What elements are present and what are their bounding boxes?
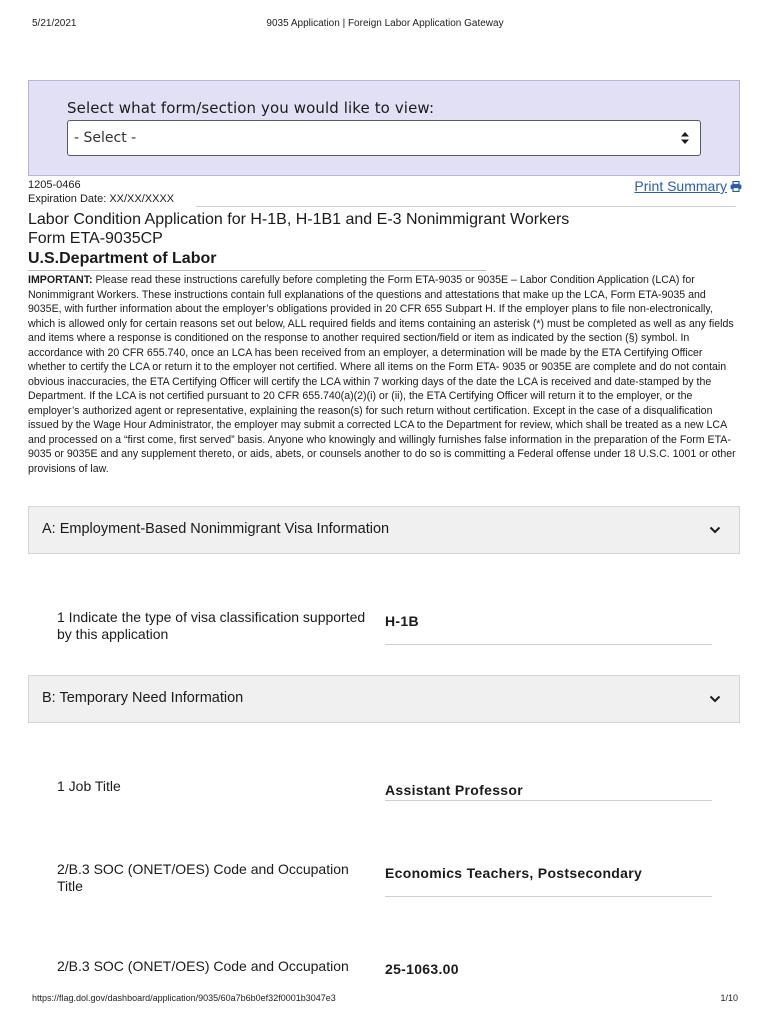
form-section-prompt: Select what form/section you would like to view: <box>67 99 435 117</box>
field-divider <box>385 644 712 645</box>
field-divider <box>385 896 712 897</box>
important-text: Please read these instructions carefully before completing the Form ETA-9035 or 9035E – Labor Condition Application (LCA) for Nonimmigrant Workers. These instructions contain full explanations of the questions and attestations that make up the LCA, Form ETA-9035 and 9035E, with further information about the employer’s obligations provided in 20 CFR 655 Subpart H. If the employer plans to file non-electronically, which is allowed only for certain reasons set out below, ALL required fields and items containing an asterisk (*) must be completed as well as any fields and items where a response is conditioned on the response to another required section/field or item as indicated by the section (§) symbol. In accordance with 20 CFR 655.740, once an LCA has been received from an employer, a determination will be made by the ETA Certifying Officer whether to certify the LCA or return it to the employer not certified. Where all items on the Form ETA- 9035 or 9035E are complete and do not contain obvious inaccuracies, the ETA Certifying Officer will certify the LCA within 7 working days of the date the LCA is received and date-stamped by the Department. If the LCA is not certified pursuant to 20 CFR 655.740(a)(2)(i) or (ii), the ETA Certifying Officer will return it to the employer, or the employer’s authorized agent or representative, explaining the reason(s) for such return without certification. Except in the case of a disqualification issued by the Wage Hour Administrator, the employer may submit a corrected LCA to the Department for review, which shall be treated as a new LCA and processed on a “first come, first served” basis. Anyone who knowingly and willingly furnishes false information in the preparation of the Form ETA- 9035 or 9035E and any supplement thereto, or aids, abets, or counsels another to do so is committing a Federal offense under 18 U.S.C. 1001 or other provisions of law. <box>28 274 736 475</box>
form-section-select-value: - Select - <box>74 130 137 146</box>
field-divider <box>385 800 712 801</box>
field-label-soc-title: 2/B.3 SOC (ONET/OES) Code and Occupation Title <box>57 861 349 894</box>
field-label-visa-classification: 1 Indicate the type of visa classification supported by this application <box>57 609 366 642</box>
divider <box>196 206 736 207</box>
page-number: 1/10 <box>720 993 738 1003</box>
accordion-section-b-title: B: Temporary Need Information <box>42 690 244 706</box>
field-value-job-title: Assistant Professor <box>385 782 523 798</box>
sort-icon <box>680 131 690 145</box>
divider <box>28 270 486 271</box>
print-summary-label: Print Summary <box>634 178 727 194</box>
important-instructions <box>28 273 740 476</box>
expiration-date: Expiration Date: XX/XX/XXXX <box>28 193 175 205</box>
print-summary-link[interactable] <box>634 178 742 194</box>
chevron-down-icon <box>709 525 721 535</box>
field-label-soc-code: 2/B.3 SOC (ONET/OES) Code and Occupation <box>57 958 349 974</box>
form-title-line1: Labor Condition Application for H-1B, H-1B1 and E-3 Nonimmigrant Workers <box>28 211 570 228</box>
accordion-section-b[interactable] <box>28 675 740 723</box>
chevron-down-icon <box>709 694 721 704</box>
field-value-visa-classification: H-1B <box>385 613 419 629</box>
form-number: Form ETA-9035CP <box>28 230 163 247</box>
accordion-section-a-title: A: Employment-Based Nonimmigrant Visa Information <box>42 521 390 537</box>
important-label: IMPORTANT: <box>28 274 93 286</box>
form-section-select[interactable] <box>67 120 701 156</box>
field-value-soc-code: 25-1063.00 <box>385 961 459 977</box>
field-value-soc-title: Economics Teachers, Postsecondary <box>385 865 643 881</box>
department-name: U.S.Department of Labor <box>28 250 217 267</box>
printer-icon <box>730 181 742 192</box>
print-page-title: 9035 Application | Foreign Labor Application Gateway <box>266 18 504 29</box>
omb-info <box>28 178 174 206</box>
print-date: 5/21/2021 <box>32 18 77 29</box>
field-label-job-title: 1 Job Title <box>57 778 121 794</box>
form-title <box>28 210 569 248</box>
form-section-selector-panel <box>28 80 740 176</box>
print-url: https://flag.dol.gov/dashboard/application/9035/60a7b6b0ef32f0001b3047e3 <box>32 993 336 1003</box>
omb-number: 1205-0466 <box>28 179 81 191</box>
accordion-section-a[interactable] <box>28 506 740 554</box>
